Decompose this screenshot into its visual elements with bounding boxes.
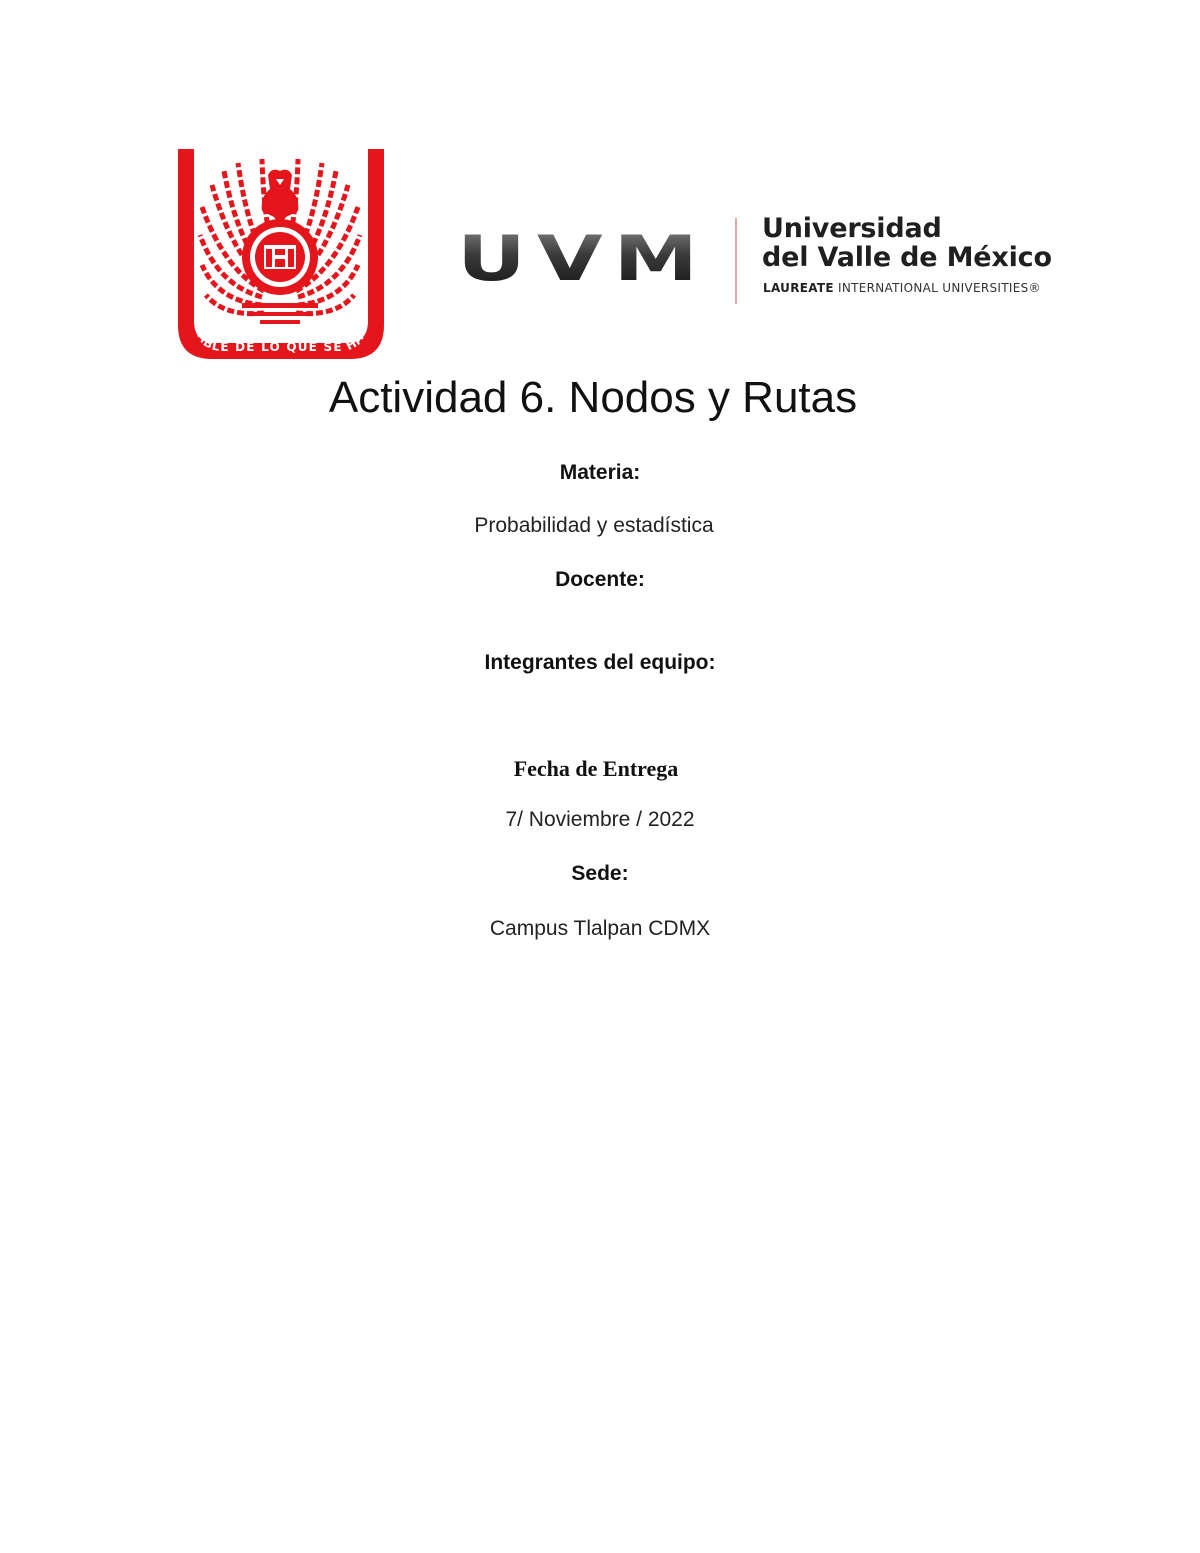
laureate-network: [763, 281, 1041, 295]
logo-divider: [735, 218, 737, 304]
seal-motto-text: POR SIEMPRE RESPONSABLE DE LO QUE SE HA CULTIVADO: [192, 152, 370, 355]
university-name: [762, 214, 1052, 272]
docente-label: Docente:: [555, 568, 645, 591]
document-title: Actividad 6. Nodos y Rutas: [328, 373, 858, 422]
university-name-line2: del Valle de México: [762, 242, 1052, 273]
sede-label: Sede:: [571, 862, 629, 885]
university-name-line1: Universidad: [762, 213, 942, 244]
uvm-logo: [455, 210, 1095, 305]
laureate-label: LAUREATE: [763, 281, 834, 295]
sede-value: Campus Tlalpan CDMX: [489, 917, 711, 940]
university-seal-logo: [172, 145, 388, 360]
fecha-entrega-value: 7/ Noviembre / 2022: [505, 808, 695, 831]
laureate-rest: INTERNATIONAL UNIVERSITIES®: [838, 281, 1041, 295]
fecha-entrega-label: Fecha de Entrega: [513, 756, 679, 781]
materia-value: Probabilidad y estadística: [474, 514, 714, 537]
materia-label: Materia:: [559, 461, 641, 484]
seal-graphic: [172, 145, 388, 360]
uvm-wordmark-text: UVM: [457, 230, 709, 286]
integrantes-label: Integrantes del equipo:: [484, 651, 716, 674]
uvm-wordmark: [457, 230, 713, 286]
